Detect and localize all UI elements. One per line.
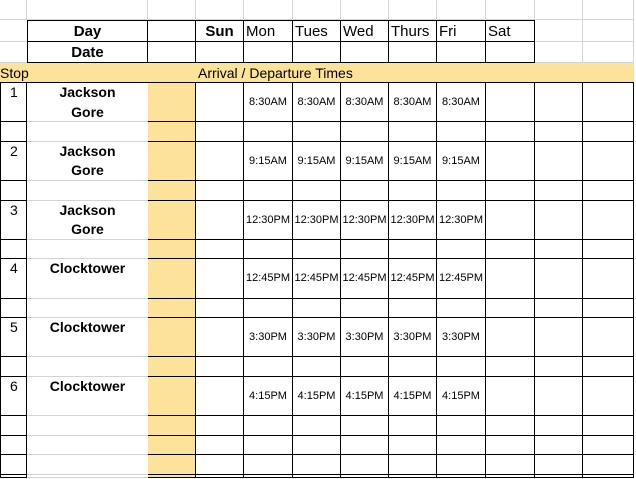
time-cell[interactable]: 8:30AM <box>389 83 437 122</box>
highlight-cell[interactable] <box>148 122 196 142</box>
spreadsheet-cell[interactable] <box>535 475 583 478</box>
spreadsheet-cell[interactable] <box>583 475 634 478</box>
stop-number: 2 <box>0 142 27 181</box>
spreadsheet-cell[interactable] <box>535 357 583 377</box>
spreadsheet-cell[interactable] <box>437 455 486 475</box>
time-cell[interactable] <box>196 83 244 122</box>
spreadsheet-cell[interactable] <box>341 299 389 319</box>
section-band <box>0 63 634 83</box>
time-cell[interactable]: 4:15PM <box>244 377 293 416</box>
spreadsheet-cell[interactable] <box>437 416 486 436</box>
highlight-cell[interactable] <box>148 318 196 357</box>
stop-number: 5 <box>0 318 27 357</box>
date-cell[interactable] <box>244 42 293 63</box>
highlight-cell[interactable] <box>148 83 196 122</box>
spreadsheet-cell[interactable] <box>0 475 27 478</box>
time-cell[interactable]: 12:45PM <box>389 259 437 298</box>
stop-name-line2: Gore <box>71 221 104 238</box>
time-cell[interactable] <box>486 318 535 357</box>
time-cell[interactable] <box>196 201 244 240</box>
spreadsheet-cell[interactable] <box>389 181 437 201</box>
time-cell[interactable]: 8:30AM <box>341 83 389 122</box>
highlight-cell[interactable] <box>148 299 196 319</box>
time-cell[interactable]: 12:30PM <box>341 201 389 240</box>
spreadsheet-cell[interactable] <box>244 0 293 20</box>
spreadsheet-cell[interactable] <box>27 475 148 478</box>
spreadsheet-cell[interactable] <box>535 122 583 142</box>
spreadsheet-cell[interactable] <box>583 201 634 240</box>
spreadsheet-cell[interactable] <box>27 357 148 377</box>
time-cell[interactable]: 8:30AM <box>293 83 341 122</box>
spreadsheet-cell[interactable] <box>583 259 634 298</box>
time-cell[interactable] <box>486 377 535 416</box>
time-cell[interactable]: 8:30AM <box>244 83 293 122</box>
day-header-wed: Wed <box>341 20 389 42</box>
spreadsheet-cell[interactable] <box>389 0 437 20</box>
spreadsheet-cell[interactable] <box>27 455 148 475</box>
spreadsheet-cell[interactable] <box>196 475 244 478</box>
spreadsheet-cell[interactable] <box>244 455 293 475</box>
spreadsheet-cell[interactable] <box>341 455 389 475</box>
times-section-title: Arrival / Departure Times <box>198 65 353 81</box>
spreadsheet-cell[interactable] <box>293 436 341 456</box>
spreadsheet-cell[interactable] <box>27 240 148 260</box>
spreadsheet-cell[interactable] <box>535 201 583 240</box>
spreadsheet-cell[interactable] <box>244 416 293 436</box>
spreadsheet-cell[interactable] <box>341 475 389 478</box>
spreadsheet-cell[interactable] <box>535 318 583 357</box>
stop-name-line1: Clocktower <box>49 260 126 277</box>
spreadsheet-cell[interactable] <box>244 436 293 456</box>
spreadsheet-cell[interactable] <box>293 416 341 436</box>
spreadsheet-cell[interactable] <box>583 455 634 475</box>
stop-name-line1: Jackson <box>59 84 116 100</box>
time-cell[interactable]: 12:45PM <box>244 259 293 298</box>
spreadsheet-cell[interactable] <box>341 122 389 142</box>
spreadsheet-cell[interactable] <box>437 475 486 478</box>
time-cell[interactable]: 9:15AM <box>244 142 293 181</box>
stop-name <box>27 259 148 298</box>
spreadsheet-cell[interactable] <box>293 122 341 142</box>
spreadsheet-cell[interactable] <box>196 416 244 436</box>
spreadsheet-cell[interactable] <box>196 436 244 456</box>
spreadsheet-cell[interactable] <box>389 299 437 319</box>
day-header-tues: Tues <box>293 20 341 42</box>
time-cell[interactable]: 12:45PM <box>293 259 341 298</box>
spreadsheet-cell[interactable] <box>437 0 486 20</box>
time-cell[interactable]: 3:30PM <box>293 318 341 357</box>
highlight-cell[interactable] <box>148 475 196 478</box>
stop-column-label: Stop <box>0 65 29 81</box>
spreadsheet-cell[interactable] <box>148 20 196 42</box>
spreadsheet-cell[interactable] <box>486 475 535 478</box>
time-cell[interactable] <box>196 142 244 181</box>
spreadsheet-cell[interactable] <box>389 357 437 377</box>
spreadsheet-cell[interactable] <box>583 0 634 20</box>
spreadsheet-cell[interactable] <box>0 181 27 201</box>
spreadsheet-cell[interactable] <box>293 181 341 201</box>
spreadsheet-cell[interactable] <box>196 181 244 201</box>
time-cell[interactable]: 12:30PM <box>244 201 293 240</box>
spreadsheet-cell[interactable] <box>148 42 196 63</box>
time-cell[interactable]: 9:15AM <box>437 142 486 181</box>
stop-number: 6 <box>0 377 27 416</box>
spreadsheet-cell[interactable] <box>0 42 27 63</box>
spreadsheet-cell[interactable] <box>341 240 389 260</box>
spreadsheet-cell[interactable] <box>244 475 293 478</box>
spreadsheet-cell[interactable] <box>293 475 341 478</box>
spreadsheet-cell[interactable] <box>341 436 389 456</box>
highlight-cell[interactable] <box>148 377 196 416</box>
day-header-thurs: Thurs <box>389 20 437 42</box>
spreadsheet-cell[interactable] <box>583 142 634 181</box>
date-cell[interactable] <box>389 42 437 63</box>
stop-name-line1: Clocktower <box>49 378 126 394</box>
spreadsheet-cell[interactable] <box>0 455 27 475</box>
spreadsheet-cell[interactable] <box>196 0 244 20</box>
spreadsheet-cell[interactable] <box>389 455 437 475</box>
time-cell[interactable]: 3:30PM <box>389 318 437 357</box>
spreadsheet-cell[interactable] <box>583 357 634 377</box>
spreadsheet-cell[interactable] <box>293 299 341 319</box>
spreadsheet-cell[interactable] <box>0 416 27 436</box>
spreadsheet-cell[interactable] <box>486 181 535 201</box>
spreadsheet-cell[interactable] <box>244 122 293 142</box>
date-cell[interactable] <box>293 42 341 63</box>
spreadsheet-cell[interactable] <box>293 0 341 20</box>
spreadsheet-cell[interactable] <box>583 42 634 63</box>
spreadsheet-cell[interactable] <box>0 20 27 42</box>
spreadsheet-cell[interactable] <box>244 299 293 319</box>
stop-number: 1 <box>0 83 27 122</box>
stop-name-line1: Clocktower <box>49 319 126 336</box>
spreadsheet-cell[interactable] <box>583 377 634 416</box>
spreadsheet-cell[interactable] <box>535 20 583 42</box>
date-cell[interactable] <box>341 42 389 63</box>
spreadsheet-cell[interactable] <box>27 299 148 319</box>
highlight-cell[interactable] <box>148 416 196 436</box>
spreadsheet-cell[interactable] <box>535 240 583 260</box>
spreadsheet-cell[interactable] <box>535 181 583 201</box>
highlight-cell[interactable] <box>148 357 196 377</box>
spreadsheet-cell[interactable] <box>583 318 634 357</box>
spreadsheet-cell[interactable] <box>583 436 634 456</box>
spreadsheet-cell[interactable] <box>583 20 634 42</box>
date-cell[interactable] <box>437 42 486 63</box>
time-cell[interactable]: 4:15PM <box>389 377 437 416</box>
stop-name-line1: Jackson <box>59 142 116 159</box>
time-cell[interactable]: 3:30PM <box>437 318 486 357</box>
spreadsheet-cell[interactable] <box>244 181 293 201</box>
spreadsheet-cell[interactable] <box>437 122 486 142</box>
time-cell[interactable] <box>196 259 244 298</box>
highlight-cell[interactable] <box>148 142 196 181</box>
spreadsheet-cell[interactable] <box>196 122 244 142</box>
spreadsheet-cell[interactable] <box>486 455 535 475</box>
time-cell[interactable] <box>486 201 535 240</box>
stop-name <box>27 377 148 416</box>
spreadsheet-cell[interactable] <box>486 357 535 377</box>
spreadsheet-cell[interactable] <box>583 83 634 122</box>
spreadsheet-cell[interactable] <box>196 240 244 260</box>
spreadsheet-cell[interactable] <box>437 436 486 456</box>
day-header-fri: Fri <box>437 20 486 42</box>
stop-number: 4 <box>0 259 27 298</box>
spreadsheet-cell[interactable] <box>0 436 27 456</box>
spreadsheet-cell[interactable] <box>0 0 27 20</box>
day-label: Day <box>27 20 148 42</box>
time-cell[interactable]: 9:15AM <box>293 142 341 181</box>
spreadsheet-cell[interactable] <box>0 357 27 377</box>
spreadsheet-cell[interactable] <box>535 142 583 181</box>
spreadsheet-cell[interactable] <box>27 122 148 142</box>
spreadsheet-cell[interactable] <box>437 240 486 260</box>
spreadsheet-cell[interactable] <box>341 181 389 201</box>
spreadsheet-cell[interactable] <box>148 0 196 20</box>
spreadsheet-cell[interactable] <box>486 240 535 260</box>
spreadsheet-cell[interactable] <box>27 416 148 436</box>
highlight-cell[interactable] <box>148 436 196 456</box>
spreadsheet-cell[interactable] <box>486 299 535 319</box>
spreadsheet-cell[interactable] <box>341 357 389 377</box>
spreadsheet-cell[interactable] <box>486 416 535 436</box>
spreadsheet-cell[interactable] <box>583 181 634 201</box>
spreadsheet-cell[interactable] <box>583 122 634 142</box>
spreadsheet-cell[interactable] <box>27 0 148 20</box>
date-label: Date <box>27 42 148 63</box>
time-cell[interactable]: 4:15PM <box>437 377 486 416</box>
spreadsheet-cell[interactable] <box>535 299 583 319</box>
spreadsheet-cell[interactable] <box>437 357 486 377</box>
highlight-cell[interactable] <box>148 259 196 298</box>
time-cell[interactable]: 4:15PM <box>293 377 341 416</box>
spreadsheet-cell[interactable] <box>293 357 341 377</box>
time-cell[interactable]: 4:15PM <box>341 377 389 416</box>
spreadsheet-cell[interactable] <box>389 475 437 478</box>
spreadsheet-cell[interactable] <box>437 299 486 319</box>
stop-name <box>27 201 148 240</box>
spreadsheet-cell[interactable] <box>486 436 535 456</box>
spreadsheet-cell[interactable] <box>27 436 148 456</box>
time-cell[interactable]: 9:15AM <box>341 142 389 181</box>
spreadsheet-cell[interactable] <box>486 0 535 20</box>
spreadsheet-cell[interactable] <box>583 416 634 436</box>
spreadsheet-cell[interactable] <box>535 42 583 63</box>
spreadsheet-cell[interactable] <box>293 240 341 260</box>
stop-name-line2: Gore <box>71 103 104 120</box>
date-cell[interactable] <box>196 42 244 63</box>
stop-name-line2: Gore <box>71 162 104 179</box>
time-cell[interactable] <box>196 318 244 357</box>
stop-name <box>27 142 148 181</box>
spreadsheet-cell[interactable] <box>0 122 27 142</box>
time-cell[interactable]: 3:30PM <box>341 318 389 357</box>
highlight-cell[interactable] <box>148 455 196 475</box>
day-header-sun: Sun <box>196 20 244 42</box>
spreadsheet-cell[interactable] <box>583 240 634 260</box>
spreadsheet-cell[interactable] <box>437 181 486 201</box>
spreadsheet-cell[interactable] <box>535 0 583 20</box>
spreadsheet-cell[interactable] <box>196 299 244 319</box>
time-cell[interactable]: 12:30PM <box>437 201 486 240</box>
spreadsheet-cell[interactable] <box>535 259 583 298</box>
highlight-cell[interactable] <box>148 240 196 260</box>
spreadsheet-cell[interactable] <box>535 455 583 475</box>
day-header-sat: Sat <box>486 20 535 42</box>
spreadsheet-cell[interactable] <box>341 416 389 436</box>
time-cell[interactable]: 8:30AM <box>437 83 486 122</box>
highlight-cell[interactable] <box>148 181 196 201</box>
day-header-mon: Mon <box>244 20 293 42</box>
spreadsheet-cell[interactable] <box>196 357 244 377</box>
spreadsheet-cell[interactable] <box>341 0 389 20</box>
spreadsheet-cell[interactable] <box>535 377 583 416</box>
highlight-cell[interactable] <box>148 201 196 240</box>
spreadsheet-cell[interactable] <box>535 83 583 122</box>
spreadsheet-cell[interactable] <box>389 436 437 456</box>
spreadsheet-cell[interactable] <box>535 436 583 456</box>
time-cell[interactable]: 12:45PM <box>341 259 389 298</box>
spreadsheet-cell[interactable] <box>293 455 341 475</box>
date-cell[interactable] <box>486 42 535 63</box>
time-cell[interactable]: 9:15AM <box>389 142 437 181</box>
time-cell[interactable]: 12:30PM <box>293 201 341 240</box>
time-cell[interactable] <box>486 142 535 181</box>
stop-number: 3 <box>0 201 27 240</box>
stop-name <box>27 83 148 122</box>
time-cell[interactable]: 12:30PM <box>389 201 437 240</box>
time-cell[interactable] <box>486 83 535 122</box>
time-cell[interactable]: 12:45PM <box>437 259 486 298</box>
time-cell[interactable]: 3:30PM <box>244 318 293 357</box>
stop-name <box>27 318 148 357</box>
spreadsheet-cell[interactable] <box>389 122 437 142</box>
spreadsheet-cell[interactable] <box>389 416 437 436</box>
spreadsheet-cell[interactable] <box>27 181 148 201</box>
spreadsheet-cell[interactable] <box>244 357 293 377</box>
spreadsheet-cell[interactable] <box>0 240 27 260</box>
spreadsheet-cell[interactable] <box>389 240 437 260</box>
spreadsheet-cell[interactable] <box>535 416 583 436</box>
spreadsheet-cell[interactable] <box>0 299 27 319</box>
time-cell[interactable] <box>196 377 244 416</box>
spreadsheet-cell[interactable] <box>486 122 535 142</box>
spreadsheet-cell[interactable] <box>244 240 293 260</box>
time-cell[interactable] <box>486 259 535 298</box>
stop-name-line1: Jackson <box>59 201 116 218</box>
spreadsheet-cell[interactable] <box>196 455 244 475</box>
spreadsheet-cell[interactable] <box>583 299 634 319</box>
